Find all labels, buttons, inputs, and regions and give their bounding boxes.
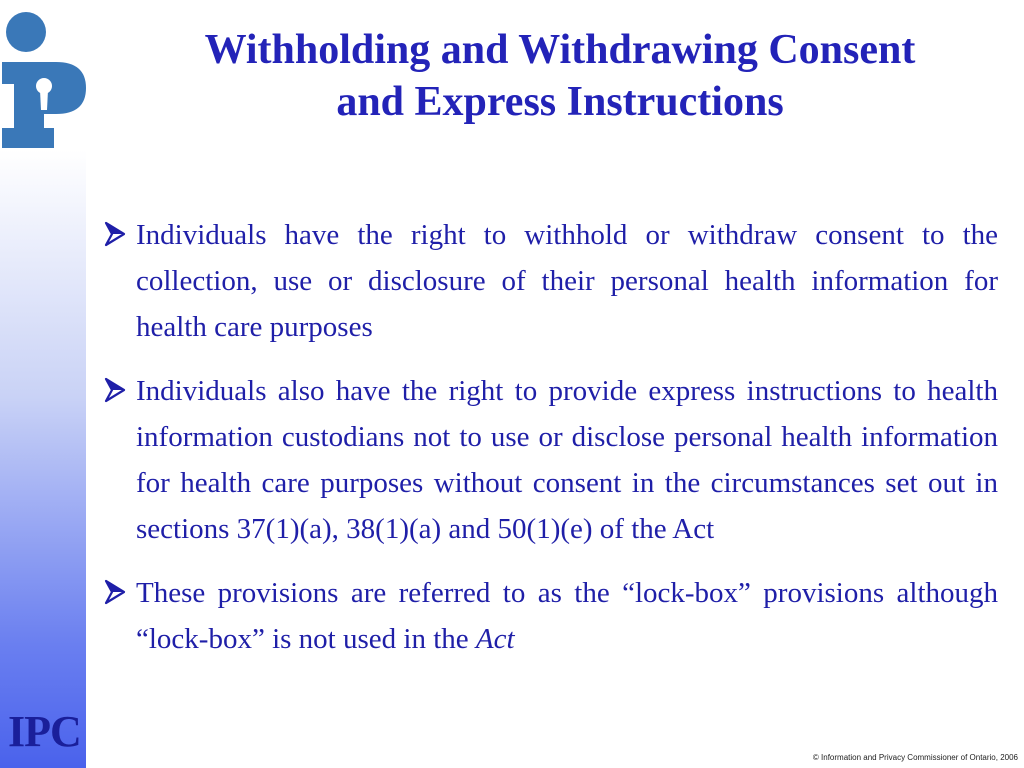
copyright-footer: © Information and Privacy Commissioner of Ontario, 2006	[812, 753, 1018, 762]
bullet-list	[100, 212, 998, 680]
bullet-text-3-italic: Act	[475, 623, 515, 655]
ipc-logo-icon	[0, 6, 88, 148]
arrow-bullet-icon	[104, 221, 126, 247]
bullet-item-1	[100, 212, 998, 350]
slide-title	[100, 24, 1020, 128]
arrow-bullet-icon	[104, 377, 126, 403]
bullet-text-1: Individuals have the right to withhold or withdraw consent to the collection, use or disclosure of their personal health information for health care purposes	[136, 219, 998, 343]
bullet-text-3: These provisions are referred to as the “lock-box” provisions although “lock-box” is not used in the	[136, 577, 998, 655]
sidebar-gradient	[0, 150, 86, 768]
bullet-item-3	[100, 570, 998, 662]
arrow-bullet-icon	[104, 579, 126, 605]
bullet-item-2	[100, 368, 998, 552]
ipc-logo-text: IPC	[8, 707, 81, 756]
slide-title-line-2: and Express Instructions	[336, 79, 784, 125]
bullet-text-2: Individuals also have the right to provide express instructions to health information custodians not to use or disclose personal health information for health care purposes without consent in the circumstances set out in sections 37(1)(a), 38(1)(a) and 50(1)(e) of the Act	[136, 375, 998, 545]
slide-title-line-1: Withholding and Withdrawing Consent	[204, 27, 916, 73]
